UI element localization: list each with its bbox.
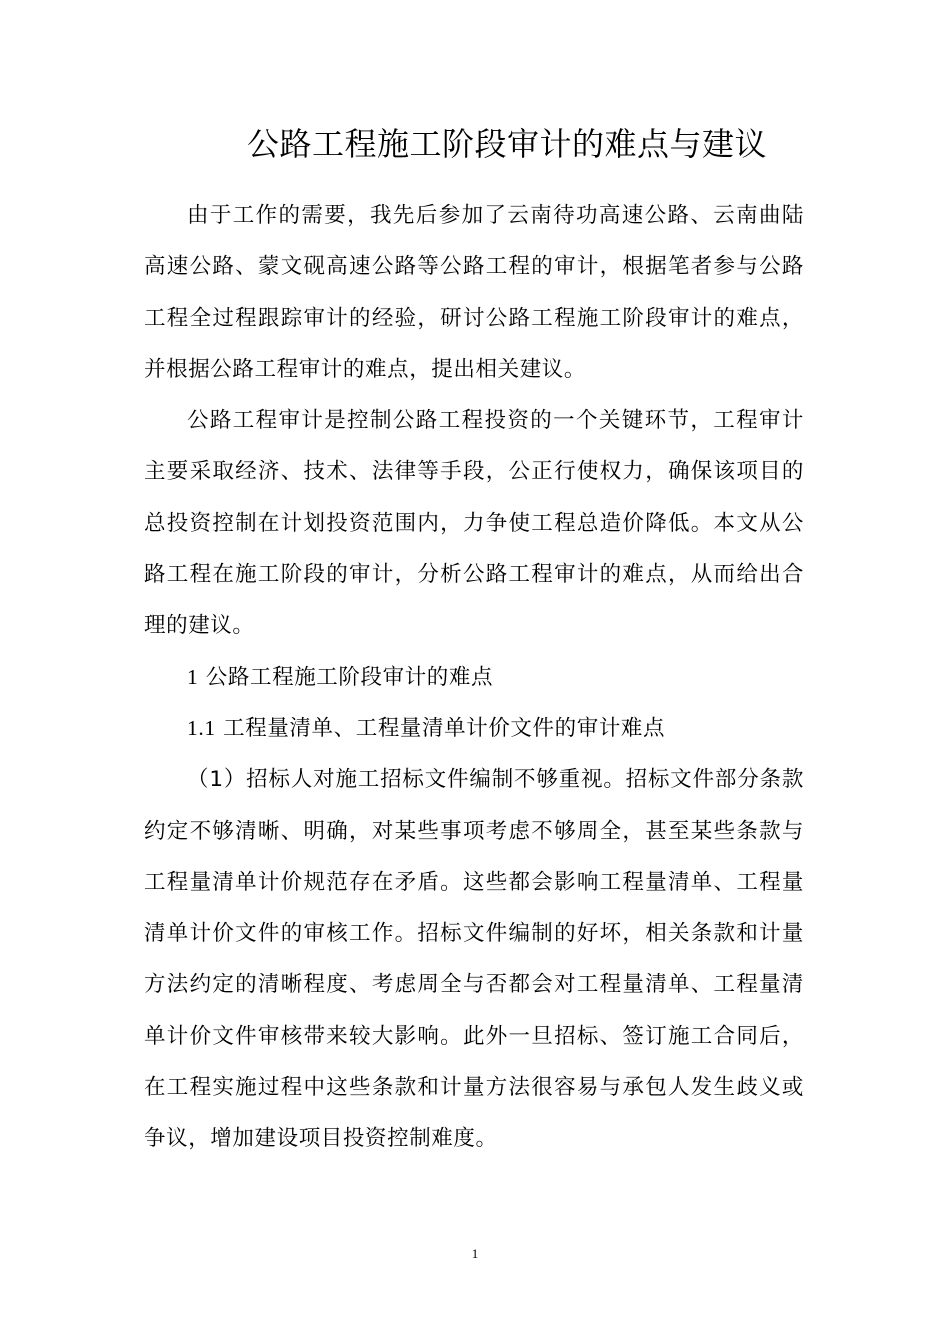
document-title: 公路工程施工阶段审计的难点与建议 xyxy=(246,125,767,163)
document-body xyxy=(144,190,804,1165)
section-heading-1-1 xyxy=(144,703,804,754)
section-number: 1 xyxy=(187,664,199,689)
paragraph-intro: 由于工作的需要，我先后参加了云南待功高速公路、云南曲陆高速公路、蒙文砚高速公路等公路工程的审计，根据笔者参与公路工程全过程跟踪审计的经验，研讨公路工程施工阶段审计的难点，并根据公路工程审计的难点，提出相关建议。 xyxy=(144,203,804,382)
section-label: 公路工程施工阶段审计的难点 xyxy=(205,664,494,690)
paragraph-overview: 公路工程审计是控制公路工程投资的一个关键环节，工程审计主要采取经济、技术、法律等手段，公正行使权力，确保该项目的总投资控制在计划投资范围内，力争使工程总造价降低。本文从公路工程在施工阶段的审计，分析公路工程审计的难点，从而给出合理的建议。 xyxy=(144,408,804,639)
page-number: 1 xyxy=(471,1246,479,1261)
section-heading-1 xyxy=(144,652,804,703)
subsection-label: 工程量清单、工程量清单计价文件的审计难点 xyxy=(223,715,666,741)
subsection-number: 1.1 xyxy=(187,715,216,740)
paragraph-item-1: （1）招标人对施工招标文件编制不够重视。招标文件部分条款约定不够清晰、明确，对某些事项考虑不够周全，甚至某些条款与工程量清单计价规范存在矛盾。这些都会影响工程量清单、工程量清单计价文件的审核工作。招标文件编制的好坏，相关条款和计量方法约定的清晰程度、考虑周全与否都会对工程量清单、工程量清单计价文件审核带来较大影响。此外一旦招标、签订施工合同后，在工程实施过程中这些条款和计量方法很容易与承包人发生歧义或争议，增加建设项目投资控制难度。 xyxy=(144,767,804,1152)
